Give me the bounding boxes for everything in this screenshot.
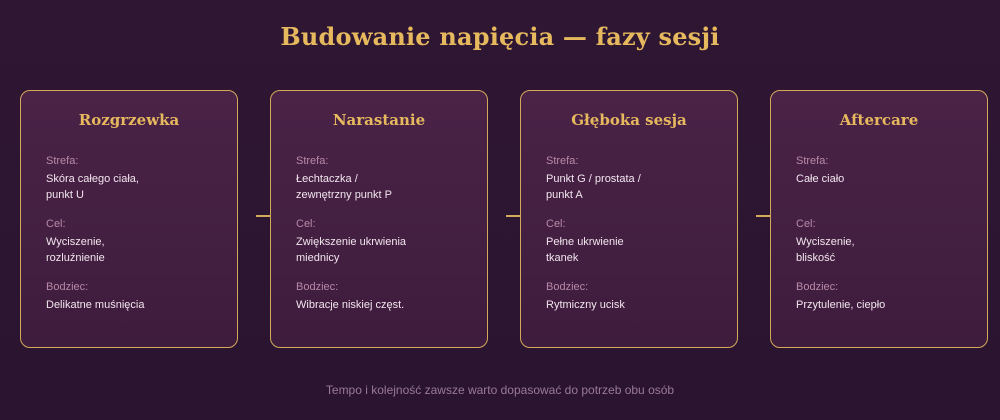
goal-line-2: bliskość	[796, 252, 836, 264]
zone-value	[46, 171, 226, 203]
stimulus-label: Bodziec:	[296, 281, 339, 293]
connector-line	[756, 215, 770, 217]
phase-card-aftercare	[770, 90, 988, 348]
stimulus-value: Przytulenie, ciepło	[796, 299, 886, 311]
zone-line-2: punkt U	[46, 189, 84, 201]
stimulus-label: Bodziec:	[46, 281, 89, 293]
connector-line	[256, 215, 270, 217]
phase-title: Aftercare	[839, 111, 919, 129]
connector-line	[506, 215, 520, 217]
goal-value	[796, 234, 976, 266]
goal-label: Cel:	[46, 218, 66, 230]
phase-card-warmup	[20, 90, 238, 348]
zone-label: Strefa:	[46, 155, 79, 167]
phase-title: Narastanie	[332, 111, 426, 129]
goal-line-1: Zwiększenie ukrwienia	[296, 236, 407, 248]
zone-line-1: Punkt G / prostata /	[546, 173, 641, 185]
zone-line-1: Całe ciało	[796, 173, 845, 185]
stimulus-label: Bodziec:	[796, 281, 839, 293]
phase-title: Głęboka sesja	[571, 111, 687, 129]
stimulus-value: Delikatne muśnięcia	[46, 299, 145, 311]
goal-label: Cel:	[546, 218, 566, 230]
zone-line-2: punkt A	[546, 189, 583, 201]
goal-label: Cel:	[796, 218, 816, 230]
phase-title: Rozgrzewka	[78, 111, 180, 129]
zone-value	[546, 171, 726, 203]
zone-line-1: Łechtaczka /	[296, 173, 358, 185]
diagram-title: Budowanie napięcia — fazy sesji	[280, 22, 720, 51]
zone-label: Strefa:	[296, 155, 329, 167]
goal-value	[296, 234, 476, 266]
goal-label: Cel:	[296, 218, 316, 230]
goal-line-2: rozluźnienie	[46, 252, 105, 264]
stimulus-label: Bodziec:	[546, 281, 589, 293]
zone-line-2: zewnętrzny punkt P	[296, 189, 392, 201]
phase-card-deep-session	[520, 90, 738, 348]
goal-line-2: tkanek	[546, 252, 579, 264]
goal-line-1: Wyciszenie,	[796, 236, 855, 248]
stimulus-value: Rytmiczny ucisk	[546, 299, 625, 311]
stimulus-value: Wibracje niskiej częst.	[296, 299, 405, 311]
goal-value	[46, 234, 226, 266]
goal-line-1: Wyciszenie,	[46, 236, 105, 248]
goal-line-2: miednicy	[296, 252, 340, 264]
phase-card-build-up	[270, 90, 488, 348]
goal-value	[546, 234, 726, 266]
zone-value	[796, 171, 976, 187]
zone-value	[296, 171, 476, 203]
goal-line-1: Pełne ukrwienie	[546, 236, 624, 248]
zone-label: Strefa:	[546, 155, 579, 167]
footer-note: Tempo i kolejność zawsze warto dopasować do potrzeb obu osób	[325, 383, 675, 397]
zone-label: Strefa:	[796, 155, 829, 167]
zone-line-1: Skóra całego ciała,	[46, 173, 139, 185]
